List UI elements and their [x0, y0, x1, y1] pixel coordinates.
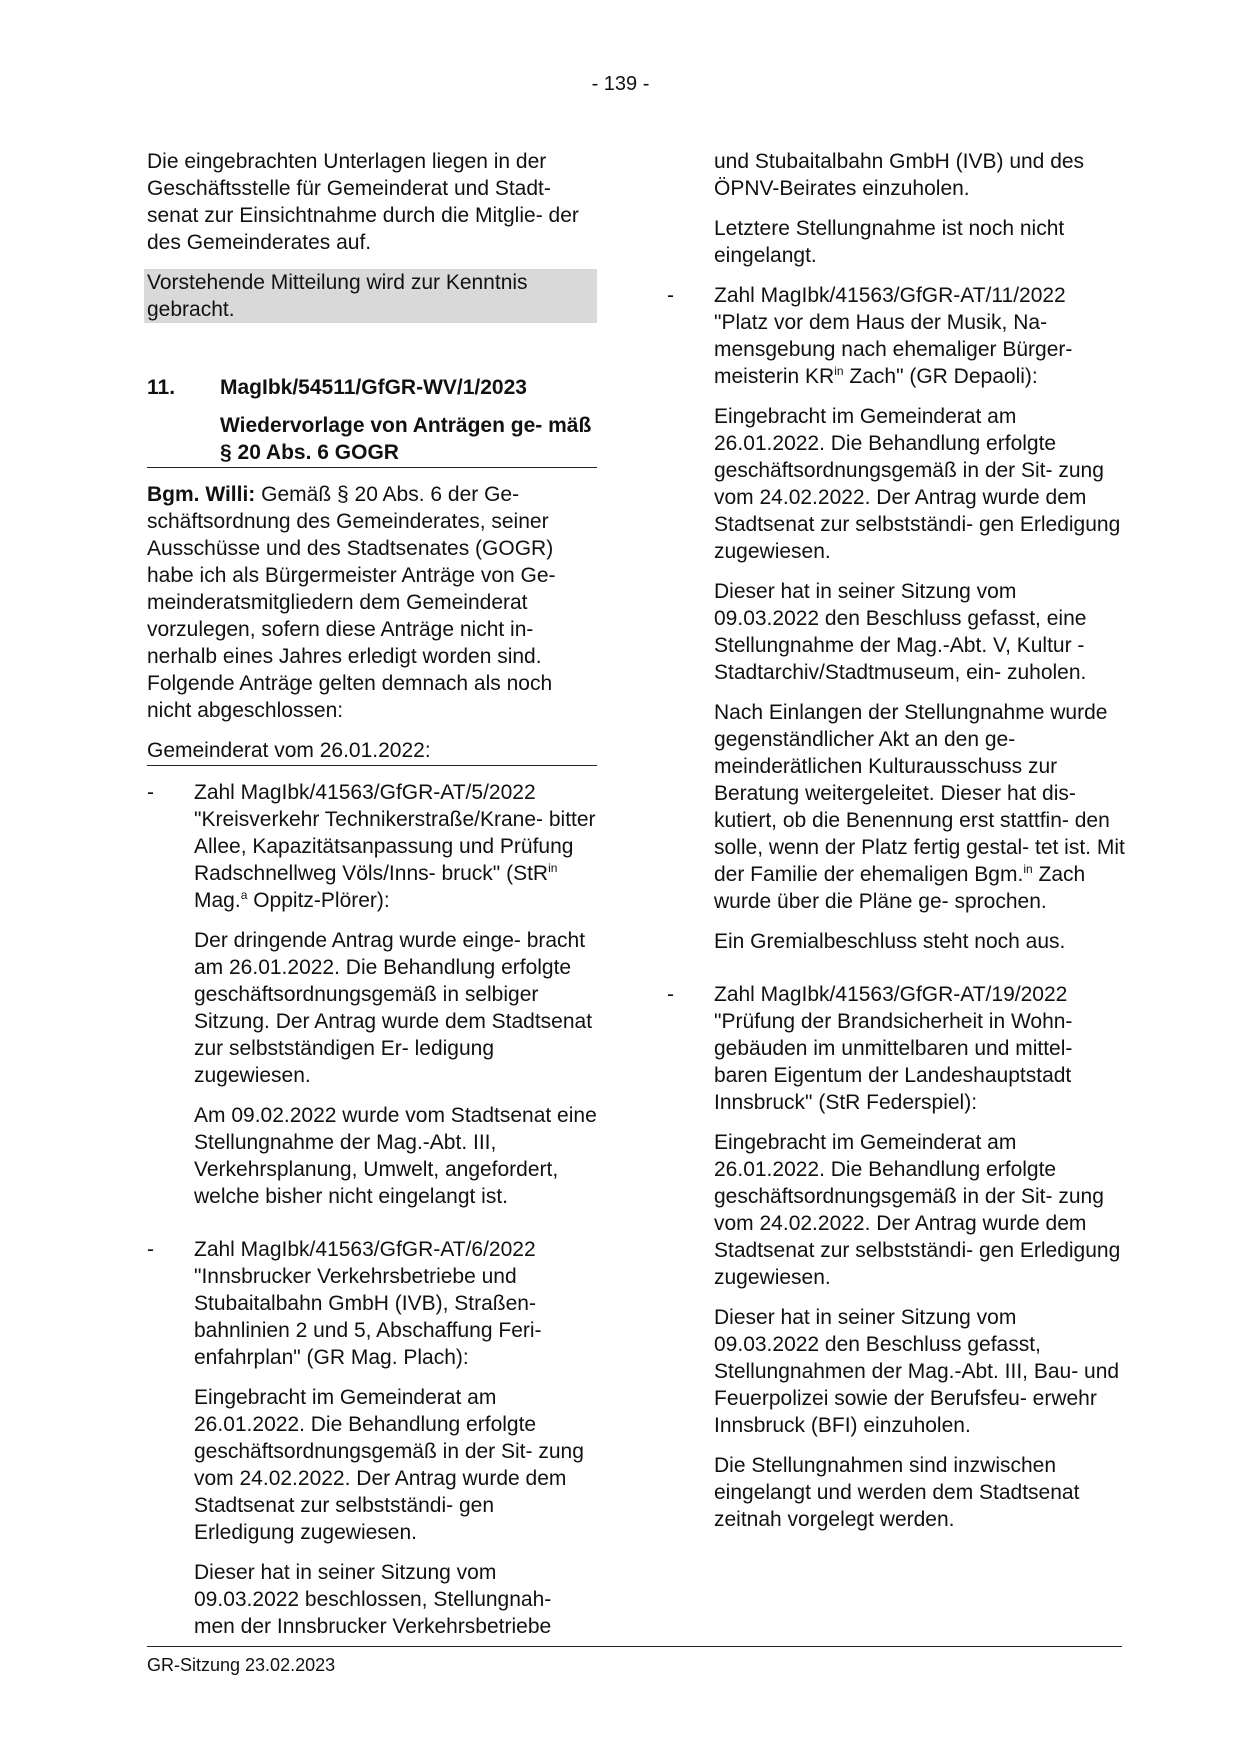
motion-title: Zahl MagIbk/41563/GfGR-AT/6/2022 "Innsbrucker Verkehrsbetriebe und Stubaitalbahn GmbH (IVB), Straßen- bahnlinien 2 und 5, Abschaffung Feri- enfahrplan" (GR Mag. Plach): — [194, 1238, 542, 1369]
notice-paragraph: Vorstehende Mitteilung wird zur Kenntnis gebracht. — [144, 269, 597, 323]
motion-paragraph: Eingebracht im Gemeinderat am 26.01.2022. Die Behandlung erfolgte geschäftsordnungsgemäß in der Sit- zung vom 24.02.2022. Der Antrag wurde dem Stadtsenat zur selbstständi- gen Erledigung zugewiesen. — [714, 405, 1121, 563]
right-column — [667, 148, 1125, 1559]
motion-title-text: Zahl MagIbk/41563/GfGR-AT/5/2022 "Kreisverkehr Technikerstraße/Krane- bitter Allee, Kapazitätsanpassung und Prüfung Radschnellweg Völs/Inns- bruck" (StR — [194, 781, 596, 885]
footer-divider — [147, 1646, 1122, 1647]
motion-paragraph: Die Stellungnahmen sind inzwischen eingelangt und werden dem Stadtsenat zeitnah vorgelegt werden. — [714, 1454, 1080, 1531]
motion-item — [667, 282, 1125, 968]
bullet-dash: - — [667, 284, 674, 307]
motion-title — [194, 779, 597, 914]
motion-item — [147, 779, 597, 1223]
motion-paragraph: Eingebracht im Gemeinderat am 26.01.2022. Die Behandlung erfolgte geschäftsordnungsgemäß in der Sit- zung vom 24.02.2022. Der Antrag wurde dem Stadtsenat zur selbstständi- gen Erledigung zugewiesen. — [194, 1386, 584, 1544]
motion-title: Zahl MagIbk/41563/GfGR-AT/19/2022 "Prüfung der Brandsicherheit in Wohn- gebäuden im unmittelbaren und mittel- baren Eigentum der Landeshauptstadt Innsbruck" (StR Federspiel): — [714, 983, 1073, 1114]
motion-title-text: Zahl MagIbk/41563/GfGR-AT/11/2022 "Platz vor dem Haus der Musik, Na- mensgebung nach ehemaliger Bürger- meisterin KR — [714, 284, 1073, 388]
left-column — [147, 148, 597, 1666]
superscript: in — [1023, 862, 1033, 876]
footer-text: GR-Sitzung 23.02.2023 — [147, 1655, 336, 1675]
motion-paragraph: Der dringende Antrag wurde einge- bracht am 26.01.2022. Die Behandlung erfolgte geschäftsordnungsgemäß in selbiger Sitzung. Der Antrag wurde dem Stadtsenat zur selbstständigen Er- ledigung zugewiesen. — [194, 929, 593, 1087]
page-number: - 139 - — [591, 73, 650, 95]
motion-paragraph — [714, 699, 1125, 915]
motion-item — [147, 1236, 597, 1653]
motion-paragraph: Eingebracht im Gemeinderat am 26.01.2022. Die Behandlung erfolgte geschäftsordnungsgemäß in der Sit- zung vom 24.02.2022. Der Antrag wurde dem Stadtsenat zur selbstständi- gen Erledigung zugewiesen. — [714, 1131, 1121, 1289]
motion-paragraph-text: Zach wurde über die Pläne ge- sprochen. — [714, 863, 1086, 913]
agenda-item-title: Wiedervorlage von Anträgen ge- mäß § 20 Abs. 6 GOGR — [147, 412, 597, 468]
bullet-dash: - — [667, 983, 674, 1006]
speech-text: Gemäß § 20 Abs. 6 der Ge- schäftsordnung des Gemeinderates, seiner Ausschüsse und des Stadtsenates (GOGR) habe ich als Bürgermeister Anträge von Ge- meinderatsmitgliedern dem Gemeinderat vorzulegen, sofern diese Anträge nicht in- nerhalb eines Jahres erledigt worden sind. Folgende Anträge gelten demnach als noch nicht abgeschlossen: — [147, 483, 556, 722]
motion-paragraph-text: Nach Einlangen der Stellungnahme wurde gegenständlicher Akt an den ge- meinderätlichen Kulturausschuss zur Beratung weitergeleitet. Dieser hat dis- kutiert, ob die Benennung erst stattfin- den solle, wenn der Platz fertig gestal- tet ist. Mit der Familie der ehemaligen Bgm. — [714, 701, 1125, 886]
agenda-item-number: 11. — [147, 376, 176, 399]
motion-paragraph: Dieser hat in seiner Sitzung vom 09.03.2022 den Beschluss gefasst, eine Stellungnahme der Mag.-Abt. V, Kultur - Stadtarchiv/Stadtmuseum, ein- zuholen. — [714, 580, 1087, 684]
agenda-item-reference: MagIbk/54511/GfGR-WV/1/2023 — [220, 376, 527, 399]
speaker-name: Bgm. Willi: — [147, 483, 256, 506]
motion-title — [714, 282, 1125, 390]
motion-paragraph: Dieser hat in seiner Sitzung vom 09.03.2022 den Beschluss gefasst, Stellungnahmen der Mag.-Abt. III, Bau- und Feuerpolizei sowie der Berufsfeu- erwehr Innsbruck (BFI) einzuholen. — [714, 1306, 1120, 1437]
session-heading: Gemeinderat vom 26.01.2022: — [147, 737, 597, 766]
motion-paragraph: und Stubaitalbahn GmbH (IVB) und des ÖPNV-Beirates einzuholen. — [714, 150, 1085, 200]
bullet-dash: - — [147, 1238, 154, 1261]
motion-paragraph: Letztere Stellungnahme ist noch nicht eingelangt. — [714, 217, 1065, 267]
motion-title-text: Zach" (GR Depaoli): — [843, 365, 1038, 388]
speech-paragraph — [147, 481, 597, 724]
superscript: in — [548, 861, 558, 875]
motion-paragraph: Dieser hat in seiner Sitzung vom 09.03.2022 beschlossen, Stellungnah- men der Innsbrucker Verkehrsbetriebe — [194, 1561, 552, 1638]
superscript: in — [834, 364, 844, 378]
motion-paragraph: Am 09.02.2022 wurde vom Stadtsenat eine Stellungnahme der Mag.-Abt. III, Verkehrsplanung, Umwelt, angefordert, welche bisher nicht eingelangt ist. — [194, 1104, 597, 1208]
motion-title-text: Mag. — [194, 889, 241, 912]
motion-paragraph: Ein Gremialbeschluss steht noch aus. — [714, 930, 1066, 953]
motion-item — [667, 981, 1125, 1546]
superscript: a — [240, 888, 248, 902]
bullet-dash: - — [147, 781, 154, 804]
agenda-item-heading — [147, 374, 597, 401]
motion-title-text: Oppitz-Plörer): — [247, 889, 390, 912]
intro-paragraph: Die eingebrachten Unterlagen liegen in der Geschäftsstelle für Gemeinderat und Stadt- senat zur Einsichtnahme durch die Mitglie- der des Gemeinderates auf. — [147, 150, 579, 254]
